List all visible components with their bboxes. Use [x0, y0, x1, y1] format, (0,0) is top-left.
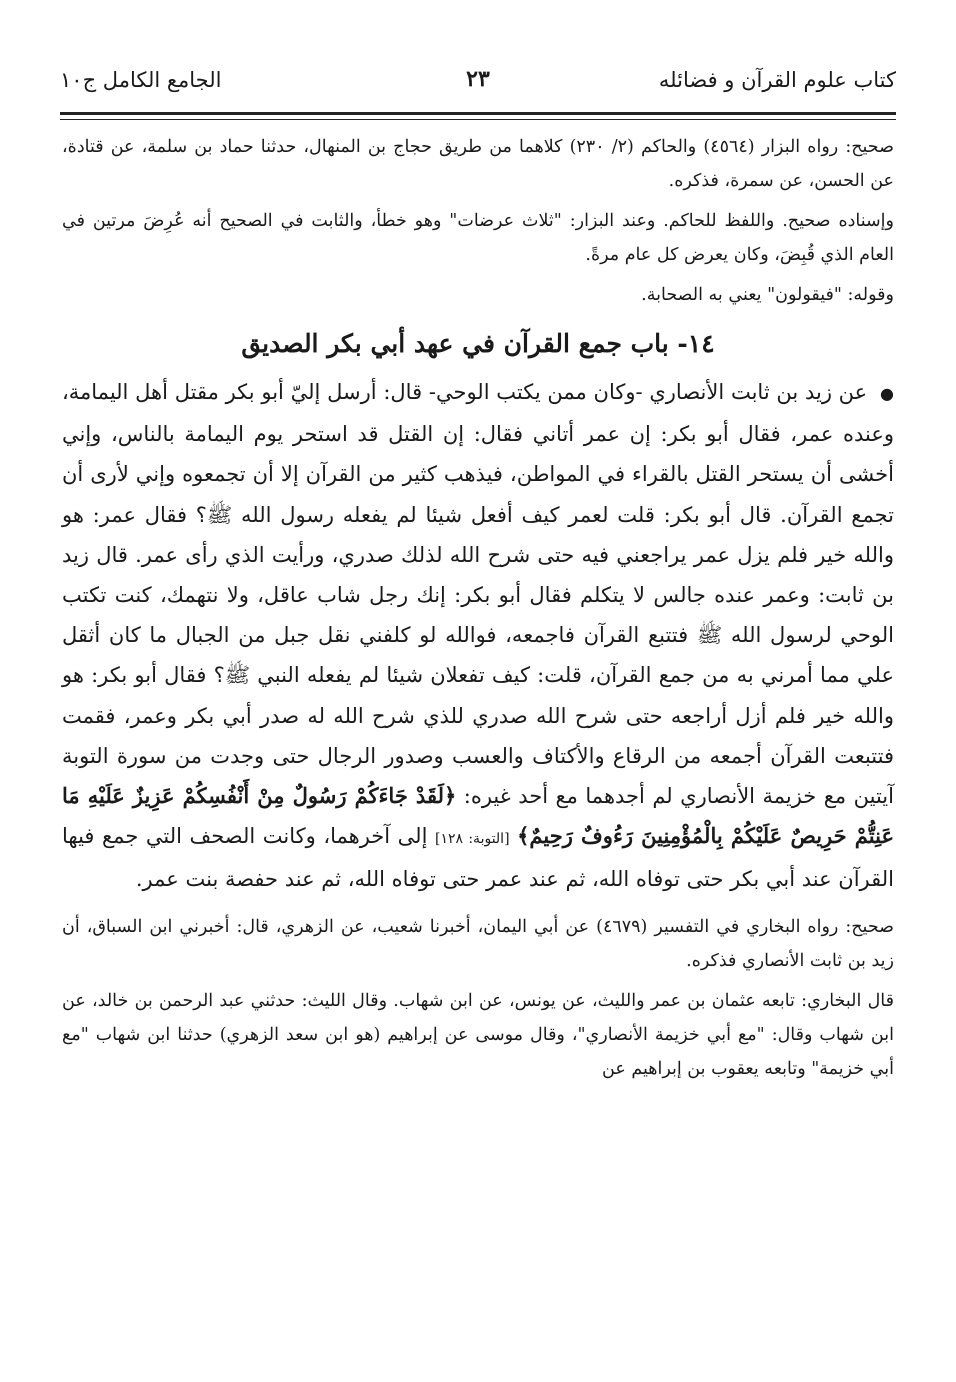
hadith-paragraph: [62, 372, 894, 900]
note-paragraph: صحيح: رواه البزار (٤٥٦٤) والحاكم (٢/ ٢٣٠) كلاهما من طريق حجاج بن المنهال، حدثنا حماد بن سلمة، عن قتادة، عن الحسن، عن سمرة، فذكره.: [62, 137, 894, 191]
note-paragraph: وإسناده صحيح. واللفظ للحاكم. وعند البزار: "ثلاث عرضات" وهو خطأ، والثابت في الصحيح أنه عُرِضَ مرتين في العام الذي قُبِضَ، وكان يعرض كل عام مرةً.: [62, 211, 894, 265]
page-number: ٢٣: [466, 66, 490, 92]
bullet-icon: ●: [879, 384, 895, 403]
note-paragraph: وقوله: "فيقولون" يعني به الصحابة.: [641, 285, 894, 305]
note-paragraph: صحيح: رواه البخاري في التفسير (٤٦٧٩) عن أبي اليمان، أخبرنا شعيب، عن الزهري، قال: أخبرني ابن السباق، أن زيد بن ثابت الأنصاري فذكره.: [62, 916, 894, 971]
book-title: كتاب علوم القرآن و فضائله: [658, 68, 896, 92]
verse-reference: [التوبة: ١٢٨]: [434, 831, 510, 848]
hadith-text: عن زيد بن ثابت الأنصاري -وكان ممن يكتب الوحي- قال: أرسل إليّ أبو بكر مقتل أهل اليمامة، وعنده عمر، فقال أبو بكر: إن عمر أتاني فقال: إن القتل قد استحر يوم اليمامة بالناس، وإني أخشى أن يستحر القتل بالقراء في المواطن، فيذهب كثير من القرآن إلا أن تجمعوه وإني لأرى أن تجمع القرآن. قال أبو بكر: قلت لعمر كيف أفعل شيئا لم يفعله رسول الله ﷺ؟ فقال عمر: هو والله خير فلم يزل عمر يراجعني فيه حتى شرح الله لذلك صدري، ورأيت الذي رأى عمر. قال زيد بن ثابت: وعمر عنده جالس لا يتكلم فقال أبو بكر: إنك رجل شاب عاقل، ولا نتهمك، كنت تكتب الوحي لرسول الله ﷺ فتتبع القرآن فاجمعه، فوالله لو كلفني نقل جبل من الجبال ما كان أثقل علي مما أمرني به من جمع القرآن، قلت: كيف تفعلان شيئا لم يفعله النبي ﷺ؟ فقال أبو بكر: هو والله خير فلم أزل أراجعه حتى شرح الله صدري للذي شرح الله له صدر أبي بكر وعمر، فقمت فتتبعت القرآن أجمعه من الرقاع والأكتاف والعسب وصدور الرجال حتى وجدت من سورة التوبة آيتين مع خزيمة الأنصاري لم أجدهما مع أحد غيره:: [62, 380, 894, 809]
hadith-text-end: إلى آخرهما، وكانت الصحف التي جمع فيها القرآن عند أبي بكر حتى توفاه الله، ثم عند عمر حتى توفاه الله، ثم عند حفصة بنت عمر.: [62, 824, 894, 892]
page-header: [60, 62, 896, 108]
page-content: [62, 128, 894, 1092]
quran-verse: ﴿لَقَدْ جَاءَكُمْ رَسُولٌ مِنْ أَنْفُسِكُمْ عَزِيزٌ عَلَيْهِ مَا عَنِتُّمْ حَرِيصٌ عَلَيْكُمْ بِالْمُؤْمِنِينَ رَءُوفٌ رَحِيمٌ﴾: [62, 783, 894, 849]
note-paragraph: قال البخاري: تابعه عثمان بن عمر والليث، عن يونس، عن ابن شهاب. وقال الليث: حدثني عبد الرحمن بن خالد، عن ابن شهاب وقال: "مع أبي خزيمة الأنصاري"، وقال موسى عن إبراهيم (هو ابن سعد الزهري) حدثنا ابن شهاب "مع أبي خزيمة" وتابعه يعقوب بن إبراهيم عن: [62, 990, 894, 1079]
volume-label: الجامع الكامل ج١٠: [60, 68, 222, 92]
header-rule-thin: [60, 119, 896, 120]
header-rule-thick: [60, 112, 896, 115]
section-heading: ١٤- باب جمع القرآن في عهد أبي بكر الصديق: [241, 329, 715, 358]
